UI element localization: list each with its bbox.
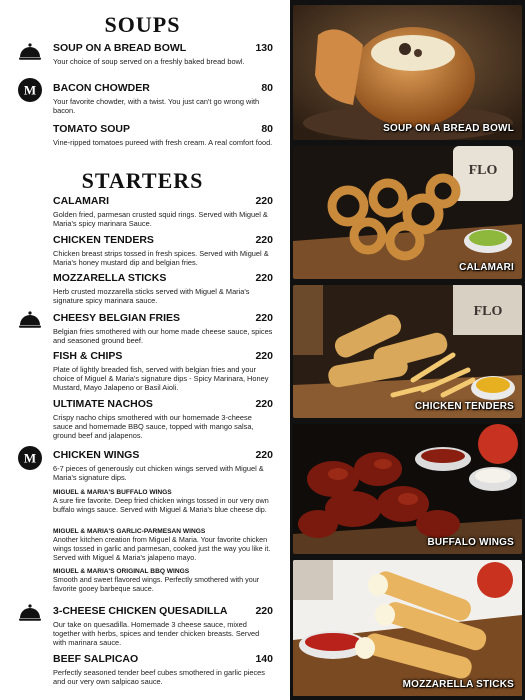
wing-variant-name: MIGUEL & MARIA'S GARLIC-PARMESAN WINGS [53, 528, 206, 535]
wing-variant [53, 568, 275, 594]
item-price: 80 [261, 123, 273, 135]
photo-mozzarella-sticks [293, 560, 522, 696]
item-description: Herb crusted mozzarella sticks served with Miguel & Maria's signature spicy marinara sauce. [53, 287, 250, 305]
soups-heading: SOUPS [104, 12, 181, 37]
item-name: CHEESY BELGIAN FRIES [53, 312, 180, 324]
wing-variant-description: Another kitchen creation from Miguel & Maria. Your favorite chicken wings tossed in garlic and parmesan, cooked just the way you like it. Served with Miguel & Maria's jalapeno mayo. [53, 535, 271, 562]
item-name: MOZZARELLA STICKS [53, 272, 167, 284]
item-description: Vine-ripped tomatoes pureed with fresh cream. A real comfort food. [53, 138, 273, 147]
cloche-icon [18, 307, 42, 331]
item-description: Your choice of soup served on a freshly baked bread bowl. [53, 57, 245, 66]
menu-item [53, 123, 273, 147]
wing-variant-name: MIGUEL & MARIA'S ORIGINAL BBQ WINGS [53, 568, 190, 575]
item-name: FISH & CHIPS [53, 350, 123, 362]
item-name: BEEF SALPICAO [53, 653, 139, 665]
item-description: 6-7 pieces of generously cut chicken wings served with Miguel & Maria's signature dips. [53, 464, 264, 482]
bottle-label: FLO [473, 304, 503, 319]
logo-letter: M [23, 82, 37, 98]
item-description: Belgian fries smothered with our home made cheese sauce, spices and seasoned ground beef. [53, 327, 273, 345]
photo-caption: CALAMARI [459, 262, 514, 273]
item-name: BACON CHOWDER [53, 82, 150, 94]
photo-column [290, 0, 525, 700]
item-description: Perfectly seasoned tender beef cubes smothered in garlic pieces and our very own salpicao sauce. [53, 668, 265, 686]
photo-buffalo-wings [293, 424, 522, 554]
menu-item [53, 449, 273, 482]
photo-caption: SOUP ON A BREAD BOWL [383, 123, 514, 134]
starters-heading: STARTERS [81, 168, 204, 193]
item-price: 220 [255, 272, 273, 284]
item-price: 220 [255, 398, 273, 410]
wing-variant-name: MIGUEL & MARIA'S BUFFALO WINGS [53, 489, 172, 496]
menu-item [53, 312, 273, 345]
photo-caption: CHICKEN TENDERS [414, 401, 514, 412]
item-price: 220 [255, 350, 273, 362]
menu-item [53, 350, 273, 392]
item-name: SOUP ON A BREAD BOWL [53, 42, 187, 54]
cloche-icon [18, 600, 42, 624]
photo-chicken-tenders [293, 285, 522, 418]
item-name: TOMATO SOUP [53, 123, 131, 135]
item-price: 220 [255, 449, 273, 461]
item-name: 3-CHEESE CHICKEN QUESADILLA [53, 605, 228, 617]
item-description: Crispy nacho chips smothered with our homemade 3-cheese sauce and homemade BBQ sauce, topped with mango salsa, ground beef and jalapenos. [53, 413, 254, 440]
photo-caption: BUFFALO WINGS [427, 537, 514, 548]
item-description: Plate of lightly breaded fish, served with belgian fries and your choice of Miguel & Maria's signature dips - Spicy Marinara, Honey Mustard, Mayo Jalapeno or Basil Aioli. [53, 365, 269, 392]
logo-icon [18, 78, 42, 102]
item-description: Your favorite chowder, with a twist. You just can't go wrong with bacon. [53, 97, 260, 115]
item-price: 220 [255, 195, 273, 207]
photo-caption: MOZZARELLA STICKS [402, 679, 514, 690]
photo-calamari [293, 146, 522, 279]
item-description: Our take on quesadilla. Homemade 3 cheese sauce, mixed together with herbs, spices and tender chicken breasts. Served with marinara sauce. [53, 620, 260, 647]
photo-soup-bread-bowl [293, 5, 522, 140]
item-name: ULTIMATE NACHOS [53, 398, 153, 410]
item-price: 130 [255, 42, 273, 54]
item-description: Golden fried, parmesan crusted squid rings. Served with Miguel & Maria's spicy marinara Sauce. [53, 210, 268, 228]
wing-variant [53, 528, 275, 562]
item-name: CALAMARI [53, 195, 109, 207]
item-price: 220 [255, 605, 273, 617]
cloche-icon [18, 39, 42, 63]
logo-icon [18, 446, 42, 470]
menu-item [53, 42, 273, 66]
wing-variant [53, 489, 275, 515]
item-price: 80 [261, 82, 273, 94]
bottle-label: FLO [468, 163, 498, 178]
item-price: 220 [255, 234, 273, 246]
menu-item [53, 234, 273, 267]
menu-item [53, 272, 273, 305]
menu-item [53, 605, 273, 647]
menu-item [53, 653, 273, 686]
item-price: 140 [255, 653, 273, 665]
item-description: Chicken breast strips tossed in fresh spices. Served with Miguel & Maria's honey mustard dip and belgian fries. [53, 249, 269, 267]
item-name: CHICKEN WINGS [53, 449, 140, 461]
menu-item [53, 398, 273, 440]
item-name: CHICKEN TENDERS [53, 234, 154, 246]
logo-letter: M [23, 450, 37, 466]
menu-item [53, 82, 273, 115]
menu-item [53, 195, 273, 228]
wing-variant-description: Smooth and sweet flavored wings. Perfectly smothered with your favorite gooey barbeque sauce. [53, 575, 260, 593]
item-price: 220 [255, 312, 273, 324]
wing-variant-description: A sure fire favorite. Deep fried chicken wings tossed in our very own buffalo wings sauce. Served with Miguel & Maria's blue cheese dip. [53, 496, 269, 514]
